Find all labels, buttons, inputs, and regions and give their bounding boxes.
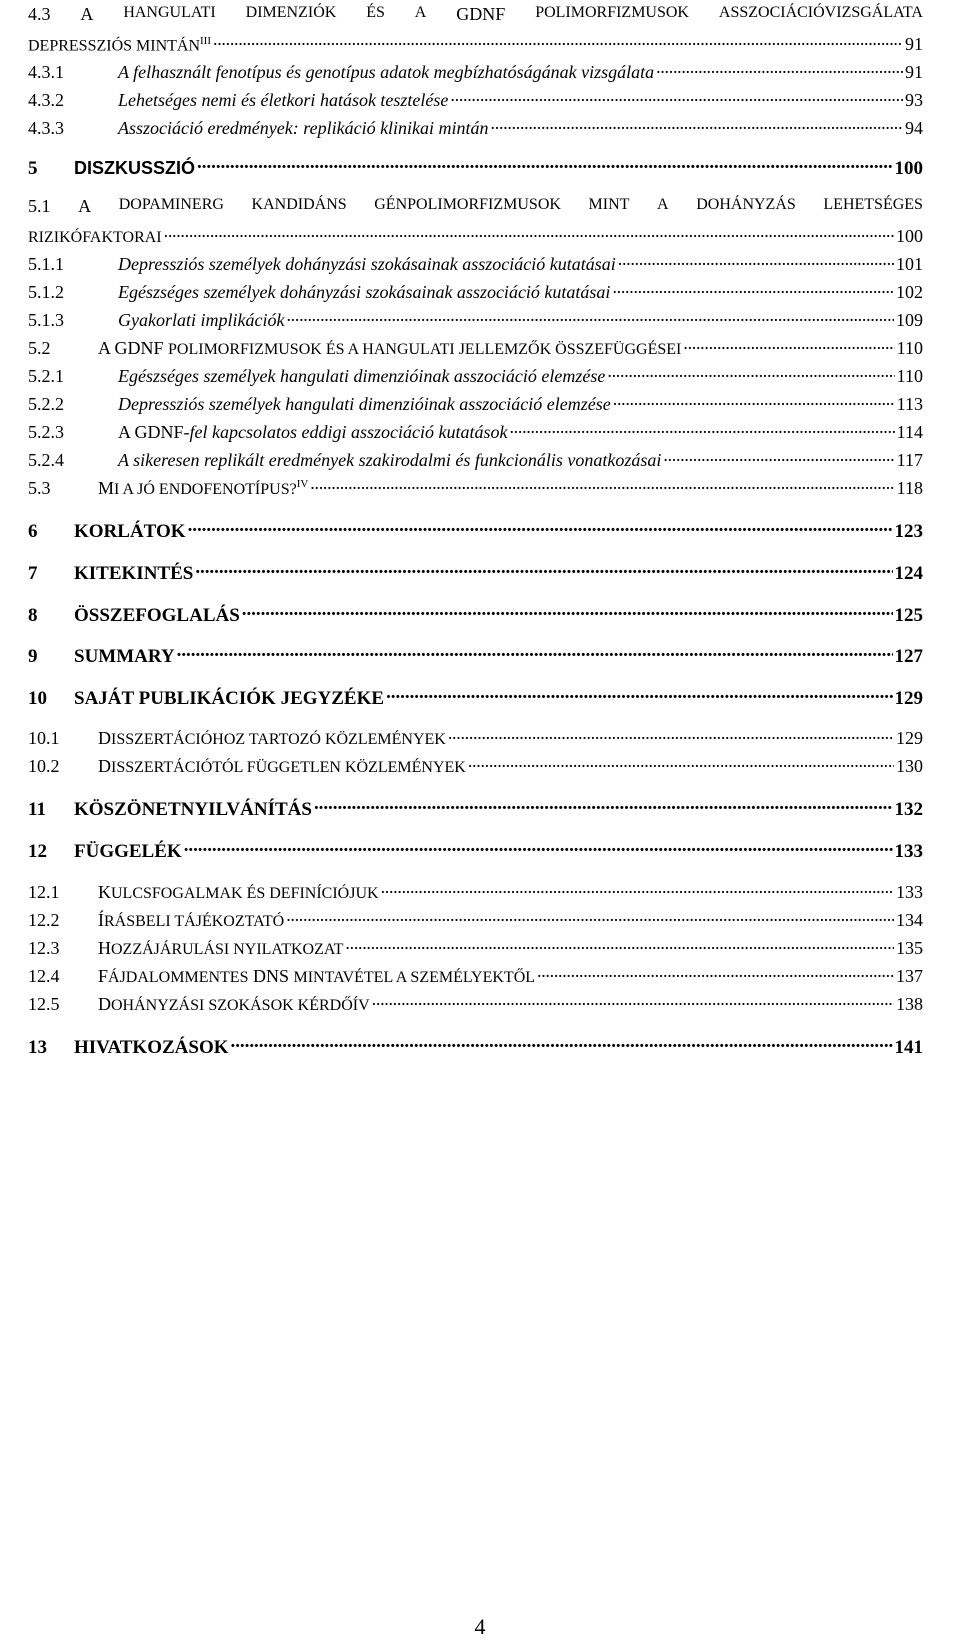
leader-dots bbox=[184, 838, 893, 857]
leader-dots bbox=[345, 936, 894, 954]
toc-entry-5-2-1[interactable]: 5.2.1 Egészséges személyek hangulati dimenzióinak asszociáció elemzése . . . 110 bbox=[28, 364, 923, 387]
toc-entry-11[interactable]: 11 KÖSZÖNETNYILVÁNÍTÁS . . . 132 bbox=[28, 796, 923, 821]
toc-entry-4-3-line2[interactable]: DEPRESSZIÓS $MINTÁN^{III}$ . . . 91 bbox=[28, 32, 923, 55]
leader-dots bbox=[450, 88, 903, 106]
toc-number: 4.3 bbox=[28, 4, 51, 24]
toc-entry-5[interactable]: 5 DISZKUSSZIÓ . . . 100 bbox=[28, 155, 923, 180]
toc-entry-9[interactable]: 9 SUMMARY . . . 127 bbox=[28, 643, 923, 668]
toc-entry-5-2-3[interactable]: 5.2.3 A GDNF-fel kapcsolatos eddigi asszociáció kutatások . . . 114 bbox=[28, 420, 923, 443]
page-number: 4 bbox=[474, 1614, 486, 1639]
toc-entry-5-2-4[interactable]: 5.2.4 A sikeresen replikált eredmények szakirodalmi és funkcionális vonatkozásai . . . 117 bbox=[28, 448, 923, 471]
toc-entry-4-3-line1[interactable]: 4.3 A HANGULATI DIMENZIÓK ÉS A GDNF POLIMORFIZMUSOK ASSZOCIÁCIÓVIZSGÁLATA bbox=[28, 4, 923, 24]
leader-dots bbox=[242, 602, 893, 621]
toc-entry-5-1-2[interactable]: 5.1.2 Egészséges személyek dohányzási szokásainak asszociáció kutatásai . . . 102 bbox=[28, 280, 923, 303]
leader-dots bbox=[537, 964, 894, 982]
toc-entry-4-3-1[interactable]: 4.3.1 A felhasznált fenotípus és genotípus adatok megbízhatóságának vizsgálata . . . 91 bbox=[28, 60, 923, 83]
leader-dots bbox=[231, 1034, 893, 1053]
toc-entry-5-1-line2[interactable]: RIZIKÓFAKTORAI . . . 100 bbox=[28, 224, 923, 247]
leader-dots bbox=[656, 60, 903, 78]
toc-entry-12-4[interactable]: 12.4 FÁJDALOMMENTES DNS MINTAVÉTEL A SZEMÉLYEKTŐL . . . 137 bbox=[28, 964, 923, 987]
leader-dots bbox=[164, 224, 894, 242]
toc-entry-5-2-2[interactable]: 5.2.2 Depressziós személyek hangulati dimenzióinak asszociáció elemzése . . . 113 bbox=[28, 392, 923, 415]
leader-dots bbox=[509, 420, 894, 438]
leader-dots bbox=[618, 252, 894, 270]
toc-entry-4-3-2[interactable]: 4.3.2 Lehetséges nemi és életkori hatások tesztelése . . . 93 bbox=[28, 88, 923, 111]
leader-dots bbox=[491, 116, 903, 134]
leader-dots bbox=[197, 155, 892, 174]
toc-entry-12-1[interactable]: 12.1 KULCSFOGALMAK ÉS DEFINÍCIÓJUK . . . 133 bbox=[28, 880, 923, 903]
leader-dots bbox=[188, 518, 893, 537]
toc-entry-10-2[interactable]: 10.2 DISSZERTÁCIÓTÓL FÜGGETLEN KÖZLEMÉNYEK . . . 130 bbox=[28, 754, 923, 777]
toc-entry-7[interactable]: 7 KITEKINTÉS . . . 124 bbox=[28, 560, 923, 585]
toc-entry-10-1[interactable]: 10.1 DISSZERTÁCIÓHOZ TARTOZÓ KÖZLEMÉNYEK . . . 129 bbox=[28, 726, 923, 749]
leader-dots bbox=[386, 685, 892, 704]
toc-entry-12-5[interactable]: 12.5 DOHÁNYZÁSI SZOKÁSOK KÉRDŐÍV . . . 138 bbox=[28, 992, 923, 1015]
toc-entry-5-1-line1[interactable]: 5.1 A DOPAMINERG KANDIDÁNS GÉNPOLIMORFIZMUSOK MINT A DOHÁNYZÁS LEHETSÉGES bbox=[28, 196, 923, 216]
leader-dots bbox=[683, 336, 894, 354]
toc-entry-5-1-1[interactable]: 5.1.1 Depressziós személyek dohányzási szokásainak asszociáció kutatásai . . . 101 bbox=[28, 252, 923, 275]
leader-dots bbox=[381, 880, 894, 898]
leader-dots bbox=[195, 560, 892, 579]
toc-page: 91 bbox=[905, 34, 923, 54]
leader-dots bbox=[448, 726, 894, 744]
leader-dots bbox=[663, 448, 894, 466]
leader-dots bbox=[612, 280, 894, 298]
toc-entry-5-3[interactable]: 5.3 MI A JÓ ENDOFENOTÍPUS?$^{IV}$ . . . 118 bbox=[28, 476, 923, 499]
toc-entry-10[interactable]: 10 SAJÁT PUBLIKÁCIÓK JEGYZÉKE . . . 129 bbox=[28, 685, 923, 710]
toc-entry-5-2[interactable]: 5.2 A GDNF POLIMORFIZMUSOK ÉS A HANGULATI JELLEMZŐK ÖSSZEFÜGGÉSEI . . . 110 bbox=[28, 336, 923, 359]
leader-dots bbox=[372, 992, 894, 1010]
leader-dots bbox=[310, 476, 894, 494]
leader-dots bbox=[286, 308, 894, 326]
toc-entry-4-3-3[interactable]: 4.3.3 Asszociáció eredmények: replikáció klinikai mintán . . . 94 bbox=[28, 116, 923, 139]
toc-entry-13[interactable]: 13 HIVATKOZÁSOK . . . 141 bbox=[28, 1034, 923, 1059]
toc-entry-12-3[interactable]: 12.3 HOZZÁJÁRULÁSI NYILATKOZAT . . . 135 bbox=[28, 936, 923, 959]
toc-entry-8[interactable]: 8 ÖSSZEFOGLALÁS . . . 125 bbox=[28, 602, 923, 627]
leader-dots bbox=[213, 32, 903, 50]
toc-entry-12-2[interactable]: 12.2 ÍRÁSBELI TÁJÉKOZTATÓ . . . 134 bbox=[28, 908, 923, 931]
leader-dots bbox=[314, 796, 893, 815]
leader-dots bbox=[613, 392, 895, 410]
leader-dots bbox=[468, 754, 894, 772]
leader-dots bbox=[286, 908, 894, 926]
toc-entry-6[interactable]: 6 KORLÁTOK . . . 123 bbox=[28, 518, 923, 543]
toc-entry-12[interactable]: 12 FÜGGELÉK . . . 133 bbox=[28, 838, 923, 863]
leader-dots bbox=[607, 364, 894, 382]
leader-dots bbox=[177, 643, 893, 662]
toc-entry-5-1-3[interactable]: 5.1.3 Gyakorlati implikációk . . . 109 bbox=[28, 308, 923, 331]
